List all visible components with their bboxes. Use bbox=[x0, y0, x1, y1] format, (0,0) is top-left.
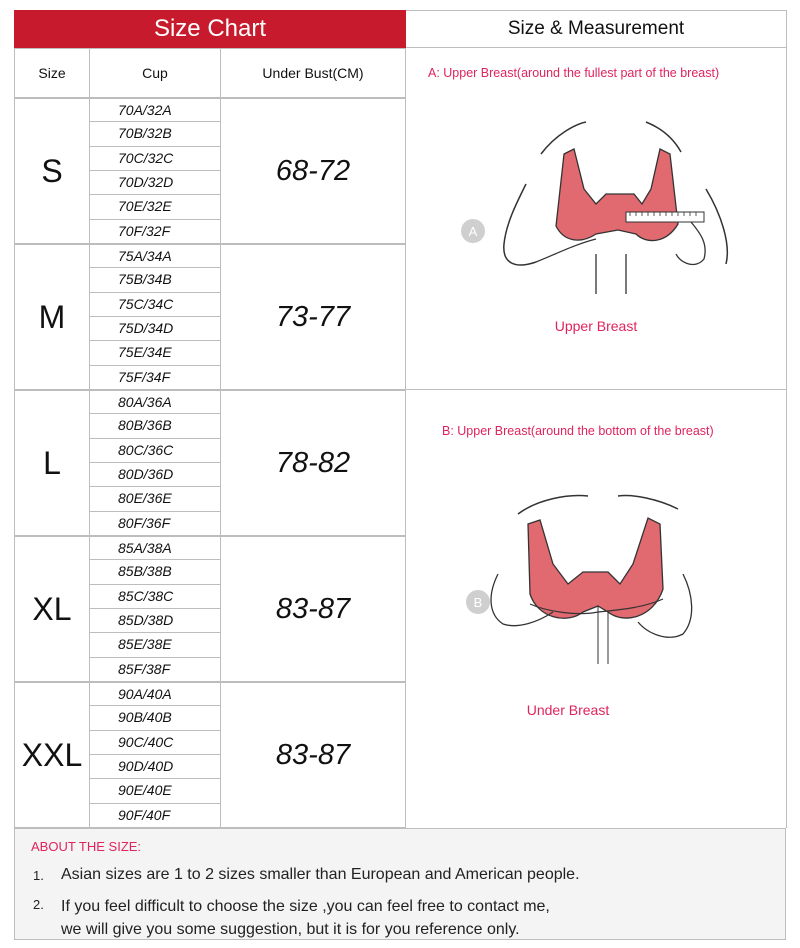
cup-cell: 70D/32D bbox=[89, 171, 221, 195]
size-label: XXL bbox=[14, 682, 90, 828]
size-label: XL bbox=[14, 536, 90, 682]
cup-cell: 80E/36E bbox=[89, 487, 221, 511]
cup-cell: 75B/34B bbox=[89, 268, 221, 292]
cup-cell: 70E/32E bbox=[89, 195, 221, 219]
cup-cell: 75E/34E bbox=[89, 341, 221, 365]
cup-cell: 75D/34D bbox=[89, 317, 221, 341]
cup-cell: 90B/40B bbox=[89, 706, 221, 730]
cup-cell: 90E/40E bbox=[89, 779, 221, 803]
header-under-bust: Under Bust(CM) bbox=[220, 48, 406, 98]
about-title: ABOUT THE SIZE: bbox=[31, 839, 142, 854]
size-label: S bbox=[14, 98, 90, 244]
cup-cell: 70A/32A bbox=[89, 98, 221, 122]
about-item-text: we will give you some suggestion, but it is for you reference only. bbox=[61, 921, 520, 938]
under-breast-panel bbox=[406, 390, 786, 828]
about-item-text: If you feel difficult to choose the size ,you can feel free to contact me, bbox=[61, 898, 550, 915]
cup-cell: 80B/36B bbox=[89, 414, 221, 438]
cup-cell: 80D/36D bbox=[89, 463, 221, 487]
cup-list bbox=[89, 244, 221, 390]
badge-a-label: A bbox=[468, 224, 478, 239]
measurement-panel bbox=[406, 10, 787, 828]
about-the-size bbox=[14, 828, 786, 940]
about-item bbox=[33, 866, 580, 884]
cup-cell: 90A/40A bbox=[89, 682, 221, 706]
cup-cell: 75C/34C bbox=[89, 293, 221, 317]
under-breast-label: Under Breast bbox=[526, 702, 610, 718]
cup-list bbox=[89, 390, 221, 536]
upper-breast-illustration bbox=[446, 94, 746, 294]
size-group bbox=[14, 536, 406, 682]
cup-cell: 70C/32C bbox=[89, 147, 221, 171]
cup-cell: 80A/36A bbox=[89, 390, 221, 414]
size-table bbox=[14, 10, 406, 828]
cup-cell: 85A/38A bbox=[89, 536, 221, 560]
cup-cell: 75F/34F bbox=[89, 366, 221, 390]
cup-cell: 85F/38F bbox=[89, 658, 221, 682]
cup-list bbox=[89, 682, 221, 828]
size-chart bbox=[14, 10, 786, 940]
about-item-number: 2. bbox=[33, 897, 44, 912]
cup-cell: 90F/40F bbox=[89, 804, 221, 828]
size-label: M bbox=[14, 244, 90, 390]
badge-b-label: B bbox=[473, 595, 483, 610]
cup-list bbox=[89, 536, 221, 682]
size-group bbox=[14, 244, 406, 390]
size-label: L bbox=[14, 390, 90, 536]
size-chart-title: Size Chart bbox=[14, 10, 406, 48]
under-bust-value: 83-87 bbox=[220, 536, 406, 682]
cup-cell: 70F/32F bbox=[89, 220, 221, 244]
cup-cell: 85B/38B bbox=[89, 560, 221, 584]
under-bust-value: 83-87 bbox=[220, 682, 406, 828]
about-item-text: Asian sizes are 1 to 2 sizes smaller than European and American people. bbox=[61, 866, 580, 883]
cup-cell: 85D/38D bbox=[89, 609, 221, 633]
about-item bbox=[33, 895, 550, 941]
under-bust-value: 78-82 bbox=[220, 390, 406, 536]
cup-cell: 70B/32B bbox=[89, 122, 221, 146]
about-item-number: 1. bbox=[33, 868, 44, 883]
cup-cell: 85E/38E bbox=[89, 633, 221, 657]
under-breast-illustration bbox=[458, 494, 718, 664]
size-group bbox=[14, 390, 406, 536]
under-breast-note: B: Upper Breast(around the bottom of the breast) bbox=[442, 424, 714, 438]
cup-cell: 75A/34A bbox=[89, 244, 221, 268]
header-size: Size bbox=[14, 48, 90, 98]
cup-cell: 80C/36C bbox=[89, 439, 221, 463]
header-cup: Cup bbox=[89, 48, 221, 98]
size-group bbox=[14, 682, 406, 828]
cup-cell: 90C/40C bbox=[89, 731, 221, 755]
cup-list bbox=[89, 98, 221, 244]
under-bust-value: 68-72 bbox=[220, 98, 406, 244]
under-bust-value: 73-77 bbox=[220, 244, 406, 390]
cup-cell: 80F/36F bbox=[89, 512, 221, 536]
upper-breast-label: Upper Breast bbox=[554, 318, 638, 334]
cup-cell: 90D/40D bbox=[89, 755, 221, 779]
upper-breast-panel bbox=[406, 48, 786, 390]
upper-breast-note: A: Upper Breast(around the fullest part of the breast) bbox=[428, 66, 720, 80]
measurement-title: Size & Measurement bbox=[406, 10, 786, 48]
cup-cell: 85C/38C bbox=[89, 585, 221, 609]
size-group bbox=[14, 98, 406, 244]
